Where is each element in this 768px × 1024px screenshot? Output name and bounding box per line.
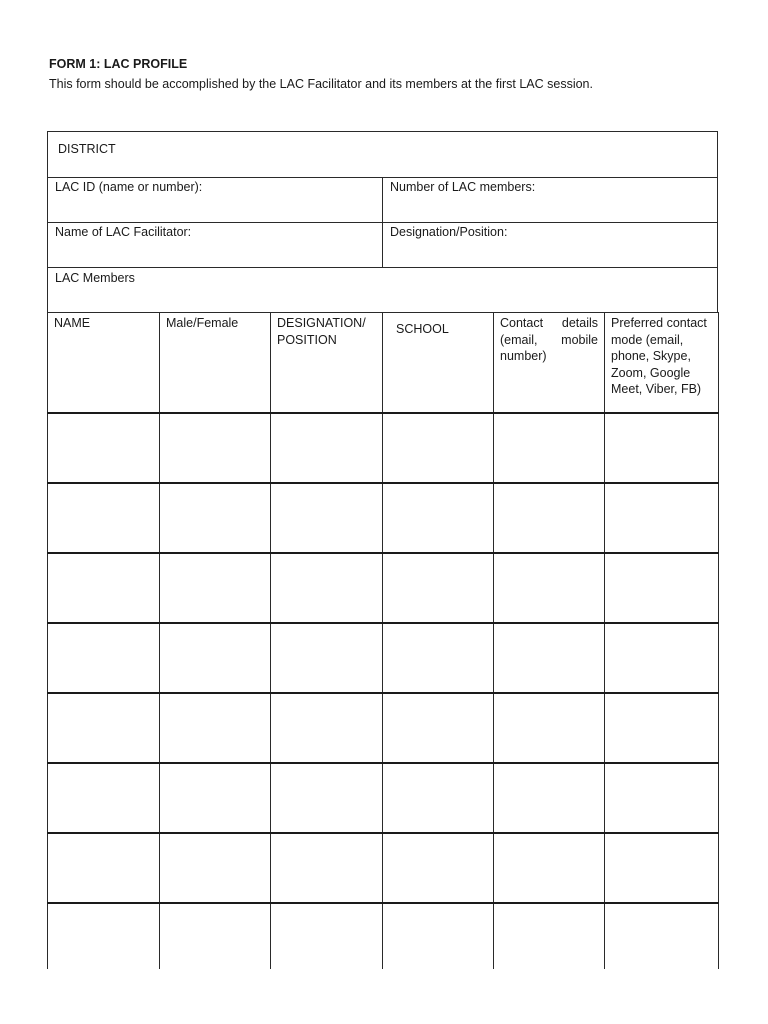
- name-cell[interactable]: [48, 413, 160, 483]
- members-section-label: LAC Members: [55, 271, 135, 285]
- preferred-contact-cell[interactable]: [605, 483, 719, 553]
- lac-id-field[interactable]: LAC ID (name or number):: [55, 180, 203, 194]
- name-cell[interactable]: [48, 763, 160, 833]
- sex-cell[interactable]: [160, 413, 271, 483]
- sex-cell[interactable]: [160, 623, 271, 693]
- name-cell[interactable]: [48, 693, 160, 763]
- header-designation: DESIGNATION/ POSITION: [271, 313, 383, 413]
- header-contact: Contact details (email, mobile number): [494, 313, 605, 413]
- table-row: [48, 483, 719, 553]
- sex-cell[interactable]: [160, 833, 271, 903]
- school-cell[interactable]: [383, 763, 494, 833]
- divider: [382, 177, 383, 267]
- designation-cell[interactable]: [271, 763, 383, 833]
- designation-cell[interactable]: [271, 623, 383, 693]
- designation-cell[interactable]: [271, 693, 383, 763]
- preferred-contact-cell[interactable]: [605, 833, 719, 903]
- table-row: [48, 623, 719, 693]
- contact-cell[interactable]: [494, 413, 605, 483]
- designation-cell[interactable]: [271, 903, 383, 969]
- table-row: [48, 833, 719, 903]
- school-cell[interactable]: [383, 483, 494, 553]
- table-row: [48, 413, 719, 483]
- header-school: SCHOOL: [383, 313, 494, 413]
- divider: [48, 267, 717, 268]
- contact-cell[interactable]: [494, 833, 605, 903]
- table-row: [48, 763, 719, 833]
- sex-cell[interactable]: [160, 903, 271, 969]
- name-cell[interactable]: [48, 903, 160, 969]
- school-cell[interactable]: [383, 833, 494, 903]
- header-sex: Male/Female: [160, 313, 271, 413]
- sex-cell[interactable]: [160, 693, 271, 763]
- designation-cell[interactable]: [271, 833, 383, 903]
- header-name: NAME: [48, 313, 160, 413]
- school-cell[interactable]: [383, 413, 494, 483]
- sex-cell[interactable]: [160, 553, 271, 623]
- name-cell[interactable]: [48, 623, 160, 693]
- members-table: [47, 312, 719, 969]
- name-cell[interactable]: [48, 483, 160, 553]
- designation-cell[interactable]: [271, 413, 383, 483]
- lac-profile-section: [47, 131, 718, 313]
- preferred-contact-cell[interactable]: [605, 763, 719, 833]
- designation-cell[interactable]: [271, 553, 383, 623]
- school-cell[interactable]: [383, 693, 494, 763]
- preferred-contact-cell[interactable]: [605, 413, 719, 483]
- preferred-contact-cell[interactable]: [605, 623, 719, 693]
- designation-field[interactable]: Designation/Position:: [390, 225, 508, 239]
- school-cell[interactable]: [383, 553, 494, 623]
- school-cell[interactable]: [383, 903, 494, 969]
- facilitator-name-field[interactable]: Name of LAC Facilitator:: [55, 225, 192, 239]
- table-row: [48, 553, 719, 623]
- sex-cell[interactable]: [160, 763, 271, 833]
- contact-cell[interactable]: [494, 483, 605, 553]
- contact-cell[interactable]: [494, 763, 605, 833]
- school-cell[interactable]: [383, 623, 494, 693]
- preferred-contact-cell[interactable]: [605, 903, 719, 969]
- form-title: FORM 1: LAC PROFILE: [49, 57, 188, 71]
- header-preferred-contact: Preferred contact mode (email, phone, Skype, Zoom, Google Meet, Viber, FB): [605, 313, 719, 413]
- sex-cell[interactable]: [160, 483, 271, 553]
- preferred-contact-cell[interactable]: [605, 553, 719, 623]
- table-row: [48, 693, 719, 763]
- form-instructions: This form should be accomplished by the LAC Facilitator and its members at the first LAC session.: [49, 77, 593, 91]
- table-header-row: [48, 313, 719, 413]
- name-cell[interactable]: [48, 553, 160, 623]
- contact-cell[interactable]: [494, 903, 605, 969]
- table-row: [48, 903, 719, 969]
- contact-cell[interactable]: [494, 553, 605, 623]
- designation-cell[interactable]: [271, 483, 383, 553]
- contact-cell[interactable]: [494, 693, 605, 763]
- name-cell[interactable]: [48, 833, 160, 903]
- preferred-contact-cell[interactable]: [605, 693, 719, 763]
- district-field[interactable]: DISTRICT: [58, 142, 116, 156]
- contact-cell[interactable]: [494, 623, 605, 693]
- members-count-field[interactable]: Number of LAC members:: [390, 180, 536, 194]
